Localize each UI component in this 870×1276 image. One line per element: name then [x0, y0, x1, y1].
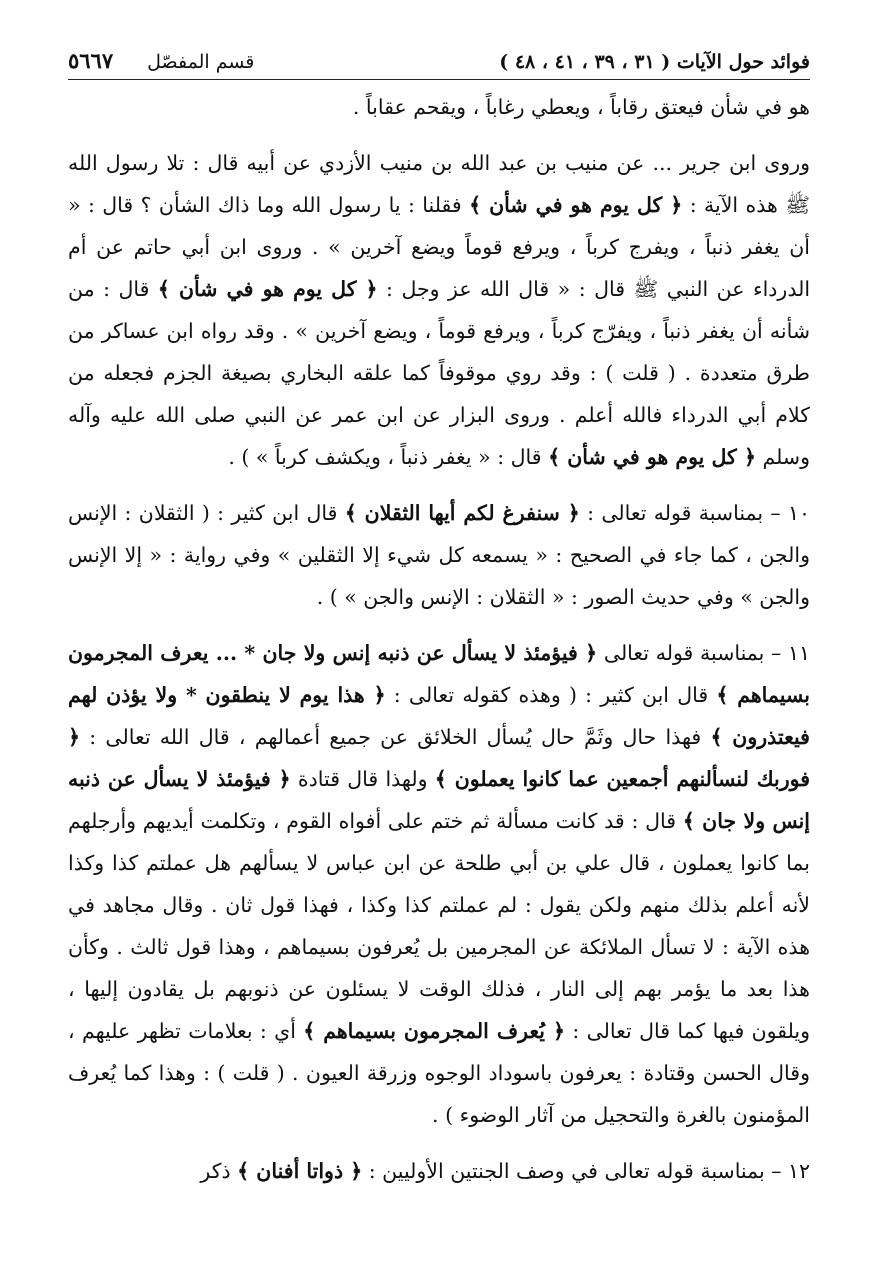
text-run: ١١ – بمناسبة قوله تعالى	[597, 641, 811, 665]
text-run: قال : « يغفر ذنباً ، ويكشف كرباً » ) .	[228, 445, 549, 469]
quran-verse: ﴿ كل يوم هو في شأن ﴾	[548, 445, 756, 469]
section-name: قسم المفصّل	[147, 51, 255, 73]
running-title: فوائد حول الآيات ( ٣١ ، ٣٩ ، ٤١ ، ٤٨ )	[499, 51, 810, 73]
paragraph	[68, 632, 810, 1136]
paragraph	[68, 86, 810, 128]
quran-verse: ﴿ كل يوم هو في شأن ﴾	[469, 193, 683, 217]
text-run: ١٠ – بمناسبة قوله تعالى :	[579, 501, 810, 525]
quran-verse: ﴿ فوربك لنسألنهم أجمعين عما كانوا يعملون ﴾	[68, 725, 810, 791]
page-body	[68, 86, 810, 1192]
paragraph	[68, 142, 810, 478]
quran-verse: ﴿ فيؤمئذ لا يسأل عن ذنبه إنس ولا جان * ... يعرف المجرمون بسيماهم ﴾	[68, 641, 810, 707]
quran-verse: ﴿ كل يوم هو في شأن ﴾	[157, 277, 378, 301]
page-number: ٥٦٦٧	[68, 48, 114, 73]
text-run: فهذا حال وثَمَّ حال يُسأل الخلائق عن جميع أعمالهم ، قال الله تعالى :	[80, 725, 711, 749]
text-run: قال : قد كانت مسألة ثم ختم على أفواه القوم ، وتكلمت أيديهم وأرجلهم بما كانوا يعملون ، قال علي بن أبي طلحة عن ابن عباس لا يسألهم هل عملتم كذا وكذا لأنه أعلم بذلك منهم ولكن يقول : لم عملتم كذا وكذا ، فهذا قول ثان . وقال مجاهد في هذه الآية : لا تسأل الملائكة عن المجرمين بل يُعرفون بسيماهم ، وهذا قول ثالث . وكأن هذا بعد ما يؤمر بهم إلى النار ، فذلك الوقت لا يسئلون عن ذنوبهم بل يقادون إليها ، ويلقون فيها كما قال تعالى :	[68, 809, 810, 1043]
page-header	[68, 38, 810, 80]
text-run: فقلنا : يا رسول الله وما ذاك الشأن ؟ قال : « أن يغفر ذنباً ، ويفرج كرباً ، ويرفع قوماً ويضع آخرين » . وروى ابن أبي حاتم عن أم الدرداء عن النبي ﷺ قال : « قال الله عز وجل :	[68, 193, 811, 301]
text-run: ١٢ – بمناسبة قوله تعالى في وصف الجنتين الأوليين :	[362, 1159, 810, 1183]
quran-verse: ﴿ فيؤمئذ لا يسأل عن ذنبه إنس ولا جان ﴾	[68, 767, 810, 833]
quran-verse: ﴿ هذا يوم لا ينطقون * ولا يؤذن لهم فيعتذرون ﴾	[68, 683, 810, 749]
text-run: قال ابن كثير : ( وهذه كقوله تعالى :	[385, 683, 717, 707]
paragraph	[68, 492, 810, 618]
quran-verse: ﴿ سنفرغ لكم أيها الثقلان ﴾	[344, 501, 580, 525]
text-run: أي : بعلامات تظهر عليهم ، وقال الحسن وقتادة : يعرفون باسوداد الوجوه وزرقة العيون . ( قلت ) : وهذا كما يُعرف المؤمنون بالغرة والتحجيل من آثار الوضوء ) .	[68, 1019, 810, 1127]
quran-verse: ﴿ ذواتا أفنان ﴾	[237, 1159, 363, 1183]
text-run: وروى ابن جرير ... عن منيب بن عبد الله بن منيب الأزدي عن أبيه قال : تلا رسول الله ﷺ هذه الآية :	[68, 151, 810, 217]
text-run: قال ابن كثير : ( الثقلان : الإنس والجن ، كما جاء في الصحيح : « يسمعه كل شيء إلا الثقلين » وفي رواية : « إلا الإنس والجن » وفي حديث الصور : « الثقلان : الإنس والجن » ) .	[68, 501, 810, 609]
text-run: ولهذا قال قتادة	[290, 767, 435, 791]
text-run: هو في شأن فيعتق رقاباً ، ويعطي رغاباً ، ويقحم عقاباً .	[352, 95, 810, 119]
text-run: ذكر	[200, 1159, 238, 1183]
quran-verse: ﴿ يُعرف المجرمون بسيماهم ﴾	[303, 1019, 565, 1043]
paragraph	[68, 1150, 810, 1192]
text-run: قال : من شأنه أن يغفر ذنباً ، ويفرّج كرباً ، ويرفع قوماً ، ويضع آخرين » . وقد رواه ابن عساكر من طرق متعددة . ( قلت ) : وقد روي موقوفاً كما علقه البخاري بصيغة الجزم فجعله من كلام أبي الدرداء فالله أعلم . وروى البزار عن ابن عمر عن النبي صلى الله عليه وآله وسلم	[68, 277, 810, 469]
header-left	[68, 48, 254, 73]
